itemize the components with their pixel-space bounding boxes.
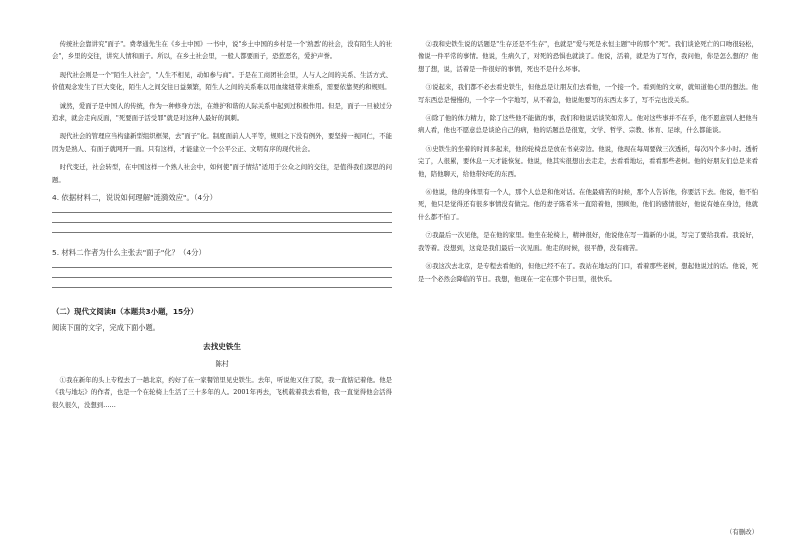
question-5: 5. 材料二作者为什么主张去"面子"化？（4分） bbox=[52, 248, 206, 258]
right-column bbox=[418, 38, 758, 291]
passage-paragraph: 现代社会的管理应当构建新型组织框架，去"面子"化。制度面前人人平等，规则之下没有例外，要坚持一视同仁，不能因为是熟人、有面子就网开一面。只有这样，才能建立一个公平公正、文明有序的现代社会。 bbox=[52, 132, 392, 153]
passage-paragraph: 现代社会则是一个"陌生人社会"，"人生不相见，动如参与商"。于是在工商团社会里，人与人之间的关系、生活方式、价值观念发生了巨大变化，陌生人之间交往日益频繁，陌生人之间的关系难以用血缘纽带来维系，需要依靠契约和规则。 bbox=[52, 70, 392, 92]
answer-line[interactable] bbox=[52, 277, 392, 278]
answer-line[interactable] bbox=[52, 222, 392, 223]
passage-paragraph: ⑦我最后一次见他，是在他的家里。他坐在轮椅上，精神很好，他说他在写一篇新的小说，写完了要给我看。我说好，我等着。没想到，这竟是我们最后一次见面。他走的时候，很平静，没有痛苦。 bbox=[418, 231, 758, 252]
passage-paragraph: ③说起来，我们都不必去看史铁生，但他总是让朋友们去看他，一个接一个。看到他的文章，就知道他心里的想法。他写东西总是慢慢的，一个字一个字地写，从不着急，他说他要写的东西太多了，写不完也没关系。 bbox=[418, 83, 758, 104]
section-heading: （二）现代文阅读Ⅱ（本题共3小题，15分） bbox=[52, 307, 198, 317]
question-4: 4. 依据材料二，说说如何理解"涟漪效应"。（4分） bbox=[52, 193, 218, 203]
answer-line[interactable] bbox=[52, 232, 392, 233]
passage-paragraph: ⑧我这次去北京，是专程去看他的，但他已经不在了。我站在地坛的门口，看着那些老树，想起他说过的话。他说，死是一个必然会降临的节日。我想，他现在一定在那个节日里，很快乐。 bbox=[418, 262, 758, 283]
answer-line[interactable] bbox=[52, 212, 392, 213]
passage-paragraph: 诚然，爱面子是中国人的传统，作为一种修身方法，在维护和谐的人际关系中起到过积极作用。但是，面子一旦被过分追求，就会走向反面，"死要面子活受罪"就是对这种人最好的讽刺。 bbox=[52, 101, 392, 123]
footer-note: （有删改） bbox=[726, 528, 758, 536]
left-column bbox=[52, 38, 392, 417]
passage-paragraph: ①我在新年的头上专程去了一趟北京，约好了在一家餐馆里见史铁生。去年，听说他又住了院，我一直惦记着他。他是《我与地坛》的作者，也是一个在轮椅上生活了三十多年的人。2001年再去，飞机载着我去看他，我一直觉得他会活得很久很久，没想到…… bbox=[52, 376, 392, 409]
story-title: 去找史铁生 bbox=[203, 342, 241, 352]
passage-paragraph: ④除了他的体力精力，除了这些他不能做的事，我们和他说话谈笑如常人。他对这些事并不在乎，他不愿意别人把他当病人看，他也不愿意总是谈论自己的病，他的话题总是很宽，文学、哲学、宗教、体育、足球，什么都能谈。 bbox=[418, 114, 758, 135]
answer-line[interactable] bbox=[52, 287, 392, 288]
passage-paragraph: 时代变迁，社会转型，在中国这样一个熟人社会中，如何使"面子情结"适用于公众之间的交往，是值得我们深思的问题。 bbox=[52, 163, 392, 184]
passage-paragraph: ⑥他说，他的身体里有一个人，那个人总是和他对话。在他最痛苦的时候，那个人告诉他，你要活下去。他说，他不怕死，他只是觉得还有很多事情没有做完。他的妻子陈希米一直陪着他，照顾他，他们的感情很好，他说有她在身边，他就什么都不怕了。 bbox=[418, 188, 758, 221]
passage-paragraph: ②我和史铁生说的话题是"生存还是不生存"，也就是"爱与死是永恒主题"中的那个"死"。我们谈论死亡的口吻很轻松，像说一件平常的事情。他说，生病久了，对死的恐惧也就淡了。他说，活着，就是为了写作，我问他，你是怎么想的？他想了想，说，活着是一件很好的事情，死也不是什么坏事。 bbox=[418, 40, 758, 73]
passage-paragraph: 传统社会靠讲究"面子"。费孝通先生在《乡土中国》一书中，说"乡土中国的乡村是一个'熟悉'的社会，没有陌生人的社会"，乡里的交往，讲究人情和面子。所以，在乡土社会里，一般人都要面子，恐惹恶名，爱护声誉。 bbox=[52, 40, 392, 61]
story-author: 陈村 bbox=[215, 360, 229, 369]
passage-paragraph: ⑤史铁生的坐着的时间多起来，他的轮椅总是放在书桌旁边。他说，他现在每周要做三次透析，每次四个多小时。透析完了，人很累，要休息一天才能恢复。他说，他其实很想出去走走，去看看地坛，看看那些老树。他的好朋友们总是来看他，陪他聊天，给他带好吃的东西。 bbox=[418, 144, 758, 178]
instruction: 阅读下面的文字，完成下面小题。 bbox=[52, 323, 160, 333]
answer-line[interactable] bbox=[52, 267, 392, 268]
